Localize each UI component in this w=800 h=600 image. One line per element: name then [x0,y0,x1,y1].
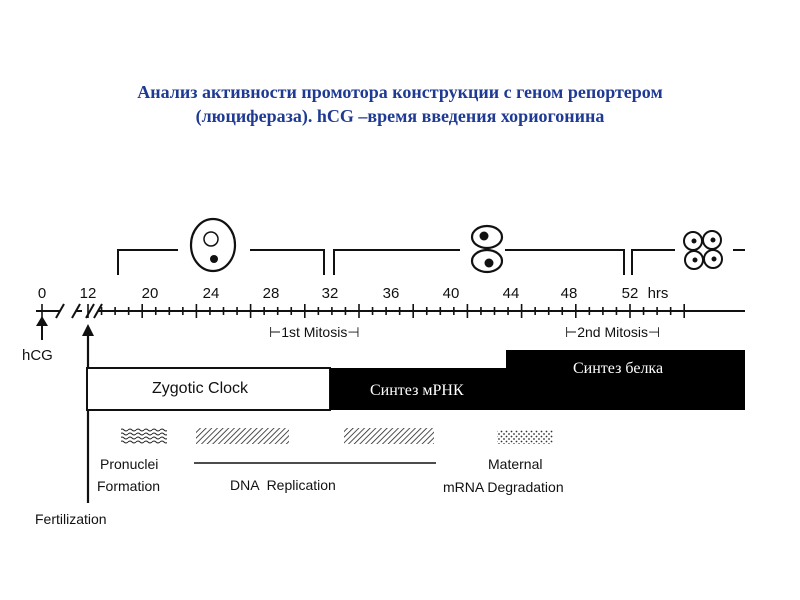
hour-label-32: 32 [321,285,339,302]
first-mitosis-label: ⊢1st Mitosis⊣ [269,324,360,340]
hour-labels [38,285,669,302]
hour-label-0: 0 [37,285,47,302]
dna-replication-bar-2 [344,428,434,444]
fertilization-arrow [82,324,94,503]
hour-label-12: 12 [79,285,97,302]
hour-label-40: 40 [442,285,460,302]
pronuclei-label-line1: Pronuclei [100,456,159,472]
fertilization-label: Fertilization [35,511,107,527]
two-cell-bracket-right [505,250,624,275]
four-cell-embryo [684,231,722,269]
two-cell-bracket [334,250,460,275]
title-line-2: (люцифераза). hCG –время введения хориогонина [195,106,605,126]
hours-unit-label: hrs [647,285,669,302]
hcg-arrow [36,316,48,340]
hour-label-20: 20 [141,285,159,302]
hour-label-48: 48 [560,285,578,302]
second-mitosis-label: ⊢2nd Mitosis⊣ [565,324,661,340]
zygotic-clock-label: Zygotic Clock [152,380,249,397]
pronuclei-label-line2: Formation [97,478,161,494]
hour-label-28: 28 [262,285,280,302]
one-cell-bracket-right [250,250,324,275]
hour-label-36: 36 [382,285,400,302]
hcg-label: hCG [22,347,53,364]
mrna-synthesis-label: Синтез мРНК [370,382,464,399]
maternal-mrna-degradation-bar [497,430,553,444]
hour-label-24: 24 [202,285,220,302]
dna-replication-bar-1 [196,428,289,444]
two-cell-embryo [472,226,502,272]
protein-synthesis-label: Синтез белка [573,360,664,377]
four-cell-bracket [632,250,675,275]
hour-label-44: 44 [502,285,520,302]
dna-replication-label: DNA Replication [230,477,336,493]
hour-label-52: 52 [621,285,639,302]
maternal-label-line1: Maternal [488,456,543,472]
pronuclei-formation-bar [121,428,167,444]
maternal-label-line2: mRNA Degradation [443,479,564,495]
title-line-1: Анализ активности промотора конструкции с геном репортером [137,82,663,102]
one-cell-embryo [191,219,235,271]
protein-synthesis-bar [506,350,745,410]
one-cell-bracket [118,250,178,275]
